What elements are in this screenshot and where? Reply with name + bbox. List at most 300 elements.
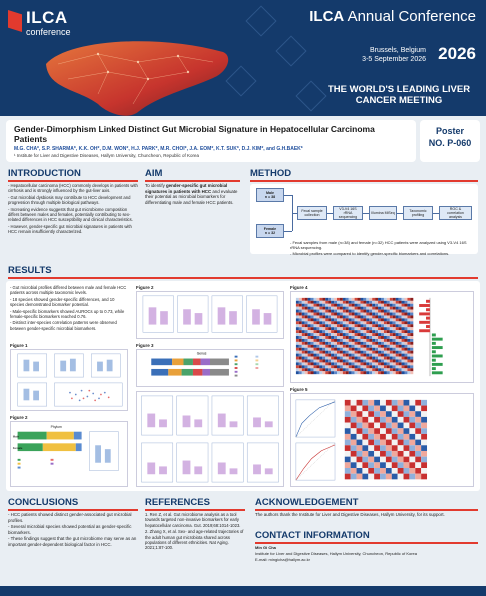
correlation-cell: [392, 423, 398, 429]
correlation-cell: [374, 440, 380, 446]
correlation-cell: [374, 434, 380, 440]
correlation-cell: [368, 474, 374, 480]
heatmap-cell: [358, 318, 361, 321]
heatmap-cell: [360, 348, 363, 351]
heatmap-cell: [369, 301, 372, 304]
correlation-cell: [398, 457, 404, 463]
heatmap-cell: [396, 324, 399, 327]
heatmap-cell: [328, 321, 331, 324]
correlation-cell: [374, 411, 380, 417]
correlation-cell: [386, 400, 392, 406]
correlation-cell: [362, 457, 368, 463]
aim-body: To identify gender-specific gut microbial signatures in patients with HCC and evaluate their potential as microbial biomarkers for differentiating male and female HCC patients.: [145, 183, 238, 205]
heatmap-cell: [311, 315, 314, 318]
heatmap-cell: [369, 327, 372, 330]
heatmap-cell: [296, 333, 299, 336]
heatmap-cell: [328, 336, 331, 339]
correlation-cell: [374, 417, 380, 423]
heatmap-cell: [319, 301, 322, 304]
heatmap-cell: [305, 342, 308, 345]
heatmap-cell: [360, 357, 363, 360]
heatmap-cell: [369, 357, 372, 360]
heatmap-cell: [331, 342, 334, 345]
heatmap-cell: [372, 368, 375, 371]
heatmap-cell: [328, 371, 331, 374]
heatmap-cell: [331, 365, 334, 368]
heatmap-cell: [369, 333, 372, 336]
heatmap-cell: [319, 348, 322, 351]
heatmap-cell: [308, 313, 311, 316]
heatmap-cell: [308, 368, 311, 371]
conference-location: Brussels, Belgium 3-5 September 2026: [362, 47, 426, 63]
heatmap-cell: [402, 368, 405, 371]
heatmap-cell: [363, 333, 366, 336]
heatmap-cell: [314, 371, 317, 374]
heatmap-cell: [390, 342, 393, 345]
heatmap-cell: [355, 330, 358, 333]
correlation-cell: [415, 440, 421, 446]
correlation-cell: [351, 428, 357, 434]
heatmap-cell: [352, 360, 355, 363]
heatmap-cell: [343, 310, 346, 313]
correlation-cell: [398, 400, 404, 406]
heatmap-cell: [399, 315, 402, 318]
heatmap-cell: [325, 336, 328, 339]
heatmap-cell: [410, 307, 413, 310]
heatmap-cell: [384, 357, 387, 360]
heatmap-cell: [311, 307, 314, 310]
heatmap-cell: [308, 327, 311, 330]
heatmap-cell: [375, 354, 378, 357]
heatmap-cell: [378, 348, 381, 351]
heatmap-cell: [366, 348, 369, 351]
heatmap-cell: [369, 315, 372, 318]
hex-decoration: [245, 5, 276, 36]
heatmap-cell: [346, 318, 349, 321]
heatmap-cell: [372, 345, 375, 348]
correlation-cell: [415, 474, 421, 480]
lda-bar: [432, 350, 436, 353]
heatmap-cell: [346, 324, 349, 327]
heatmap-cell: [375, 348, 378, 351]
heatmap-cell: [316, 313, 319, 316]
heatmap-cell: [334, 360, 337, 363]
heatmap-cell: [311, 327, 314, 330]
heatmap-cell: [369, 313, 372, 316]
heatmap-cell: [410, 348, 413, 351]
heatmap-cell: [319, 351, 322, 354]
heatmap-cell: [384, 362, 387, 365]
heatmap-cell: [369, 360, 372, 363]
acknowledgement-body: The authors thank the Institute for Liver and Digestive Diseases, Hallym University, for its support.: [255, 512, 445, 517]
heatmap-cell: [405, 342, 408, 345]
heatmap-cell: [407, 342, 410, 345]
figure-5-label: Figure 5: [290, 387, 308, 392]
heatmap-cell: [384, 318, 387, 321]
heatmap-cell: [340, 348, 343, 351]
correlation-cell: [404, 451, 410, 457]
heatmap-cell: [343, 313, 346, 316]
heatmap-cell: [363, 371, 366, 374]
heatmap-cell: [305, 351, 308, 354]
correlation-cell: [357, 445, 363, 451]
heatmap-cell: [393, 362, 396, 365]
footer-strip: [0, 586, 486, 596]
figure-3-label: Figure 3: [136, 343, 154, 348]
heatmap-cell: [358, 365, 361, 368]
heatmap-cell: [299, 324, 302, 327]
heatmap-cell: [319, 336, 322, 339]
heatmap-cell: [325, 324, 328, 327]
correlation-cell: [351, 406, 357, 412]
heatmap-cell: [305, 368, 308, 371]
heatmap-cell: [334, 345, 337, 348]
heatmap-cell: [349, 365, 352, 368]
heatmap-cell: [349, 371, 352, 374]
heatmap-cell: [311, 354, 314, 357]
correlation-cell: [398, 468, 404, 474]
heatmap-cell: [328, 324, 331, 327]
correlation-cell: [351, 423, 357, 429]
heatmap-cell: [305, 357, 308, 360]
heatmap-cell: [299, 333, 302, 336]
heatmap-cell: [360, 365, 363, 368]
heatmap-cell: [387, 336, 390, 339]
conference-tagline: THE WORLD'S LEADING LIVER CANCER MEETING: [327, 84, 471, 106]
heatmap-cell: [393, 345, 396, 348]
heatmap-cell: [372, 351, 375, 354]
heatmap-cell: [372, 307, 375, 310]
heatmap-cell: [405, 304, 408, 307]
heatmap-cell: [316, 324, 319, 327]
heatmap-cell: [316, 368, 319, 371]
heatmap-cell: [405, 318, 408, 321]
lda-bar: [432, 342, 436, 345]
heatmap-cell: [372, 327, 375, 330]
heatmap-cell: [334, 327, 337, 330]
female-group-box: Female n = 32: [256, 224, 284, 238]
heatmap-cell: [349, 304, 352, 307]
heatmap-cell: [366, 339, 369, 342]
heatmap-cell: [314, 315, 317, 318]
heatmap-cell: [378, 357, 381, 360]
heatmap-cell: [319, 307, 322, 310]
heatmap-cell: [360, 327, 363, 330]
heatmap-cell: [352, 298, 355, 301]
correlation-cell: [404, 462, 410, 468]
heatmap-cell: [346, 313, 349, 316]
heatmap-cell: [378, 304, 381, 307]
heatmap-cell: [334, 310, 337, 313]
heatmap-cell: [378, 321, 381, 324]
heatmap-cell: [305, 336, 308, 339]
heatmap-cell: [375, 318, 378, 321]
heatmap-cell: [358, 362, 361, 365]
heatmap-cell: [363, 315, 366, 318]
heatmap-cell: [331, 368, 334, 371]
heatmap-cell: [311, 365, 314, 368]
heatmap-cell: [319, 298, 322, 301]
heatmap-cell: [328, 333, 331, 336]
heatmap-cell: [378, 360, 381, 363]
correlation-cell: [421, 451, 427, 457]
heatmap-cell: [372, 298, 375, 301]
heatmap-cell: [381, 301, 384, 304]
heatmap-cell: [375, 333, 378, 336]
heatmap-cell: [381, 354, 384, 357]
heatmap-cell: [314, 351, 317, 354]
heatmap-cell: [393, 354, 396, 357]
heatmap-cell: [393, 315, 396, 318]
heatmap-cell: [402, 304, 405, 307]
heatmap-cell: [366, 298, 369, 301]
heatmap-cell: [340, 307, 343, 310]
heatmap-cell: [387, 321, 390, 324]
heatmap-cell: [331, 298, 334, 301]
heatmap-cell: [387, 298, 390, 301]
heatmap-cell: [343, 318, 346, 321]
heatmap-cell: [308, 307, 311, 310]
heatmap-cell: [349, 339, 352, 342]
heatmap-cell: [308, 365, 311, 368]
heatmap-cell: [375, 345, 378, 348]
heatmap-cell: [340, 362, 343, 365]
correlation-cell: [398, 445, 404, 451]
heatmap-cell: [302, 354, 305, 357]
heatmap-cell: [410, 362, 413, 365]
correlation-cell: [415, 434, 421, 440]
heatmap-cell: [349, 301, 352, 304]
heatmap-cell: [393, 307, 396, 310]
heatmap-cell: [399, 304, 402, 307]
correlation-cell: [357, 462, 363, 468]
heatmap-cell: [314, 333, 317, 336]
heatmap-cell: [331, 357, 334, 360]
lda-bar: [426, 300, 430, 303]
heatmap-cell: [390, 327, 393, 330]
heatmap-cell: [410, 371, 413, 374]
heatmap-cell: [358, 336, 361, 339]
correlation-cell: [380, 434, 386, 440]
heatmap-cell: [325, 368, 328, 371]
heatmap-cell: [299, 327, 302, 330]
heatmap-cell: [396, 345, 399, 348]
correlation-cell: [421, 474, 427, 480]
heatmap-cell: [399, 357, 402, 360]
heatmap-cell: [366, 362, 369, 365]
heatmap-cell: [407, 348, 410, 351]
lda-bar: [432, 359, 436, 362]
correlation-cell: [392, 440, 398, 446]
heatmap-cell: [407, 315, 410, 318]
heatmap-cell: [384, 301, 387, 304]
heatmap-cell: [405, 301, 408, 304]
heatmap-cell: [387, 365, 390, 368]
heatmap-cell: [349, 321, 352, 324]
heatmap-cell: [360, 330, 363, 333]
heatmap-cell: [302, 313, 305, 316]
heatmap-cell: [390, 365, 393, 368]
heatmap-cell: [346, 301, 349, 304]
correlation-cell: [351, 451, 357, 457]
heatmap-cell: [396, 357, 399, 360]
heatmap-cell: [384, 327, 387, 330]
heatmap-cell: [308, 324, 311, 327]
heatmap-cell: [360, 298, 363, 301]
heatmap-cell: [396, 318, 399, 321]
heatmap-cell: [319, 313, 322, 316]
heatmap-cell: [340, 298, 343, 301]
heatmap-cell: [384, 313, 387, 316]
heatmap-cell: [375, 307, 378, 310]
heatmap-cell: [378, 330, 381, 333]
heatmap-cell: [369, 371, 372, 374]
correlation-cell: [409, 451, 415, 457]
heatmap-cell: [399, 321, 402, 324]
heatmap-cell: [296, 371, 299, 374]
heatmap-cell: [399, 348, 402, 351]
correlation-cell: [368, 434, 374, 440]
heatmap-cell: [366, 324, 369, 327]
heatmap-cell: [384, 310, 387, 313]
heatmap-cell: [402, 318, 405, 321]
correlation-cell: [374, 445, 380, 451]
heatmap-cell: [405, 357, 408, 360]
correlation-cell: [421, 468, 427, 474]
heatmap-cell: [299, 354, 302, 357]
heatmap-cell: [355, 354, 358, 357]
correlation-cell: [357, 451, 363, 457]
heatmap-cell: [319, 365, 322, 368]
heatmap-cell: [360, 360, 363, 363]
heatmap-cell: [390, 310, 393, 313]
heatmap-cell: [372, 365, 375, 368]
figure-3-genus-title: Genus: [196, 351, 207, 356]
heatmap-cell: [387, 360, 390, 363]
heatmap-cell: [314, 313, 317, 316]
heatmap-cell: [393, 339, 396, 342]
heatmap-cell: [393, 357, 396, 360]
heatmap-cell: [334, 330, 337, 333]
heatmap-cell: [302, 315, 305, 318]
correlation-cell: [392, 457, 398, 463]
heatmap-cell: [393, 330, 396, 333]
heatmap-cell: [305, 324, 308, 327]
heatmap-cell: [407, 354, 410, 357]
heatmap-cell: [393, 368, 396, 371]
heatmap-cell: [355, 315, 358, 318]
heatmap-cell: [358, 310, 361, 313]
heatmap-cell: [375, 301, 378, 304]
correlation-cell: [362, 417, 368, 423]
heatmap-cell: [349, 307, 352, 310]
heatmap-cell: [328, 310, 331, 313]
heatmap-cell: [407, 371, 410, 374]
heatmap-cell: [405, 321, 408, 324]
heatmap-cell: [299, 360, 302, 363]
correlation-cell: [357, 417, 363, 423]
results-heading: RESULTS: [8, 265, 52, 276]
heatmap-cell: [402, 354, 405, 357]
heatmap-cell: [387, 362, 390, 365]
heatmap-cell: [390, 307, 393, 310]
figure-3-label-top: Figure 2: [136, 285, 154, 290]
heatmap-cell: [337, 371, 340, 374]
heatmap-cell: [387, 330, 390, 333]
logo-name: ILCA: [26, 8, 68, 27]
heatmap-cell: [302, 304, 305, 307]
correlation-cell: [380, 440, 386, 446]
heatmap-cell: [325, 345, 328, 348]
correlation-cell: [392, 434, 398, 440]
heatmap-cell: [314, 301, 317, 304]
heatmap-cell: [343, 333, 346, 336]
correlation-cell: [380, 451, 386, 457]
lda-bar: [419, 329, 430, 332]
heatmap-cell: [305, 315, 308, 318]
heatmap-cell: [384, 351, 387, 354]
heatmap-cell: [325, 307, 328, 310]
heatmap-cell: [322, 324, 325, 327]
heatmap-cell: [410, 327, 413, 330]
heatmap-cell: [355, 360, 358, 363]
heatmap-cell: [402, 339, 405, 342]
heatmap-cell: [381, 324, 384, 327]
heatmap-cell: [311, 310, 314, 313]
heatmap-cell: [346, 362, 349, 365]
results-panel: [6, 281, 480, 491]
heatmap-cell: [358, 360, 361, 363]
heatmap-cell: [346, 348, 349, 351]
heatmap-cell: [314, 339, 317, 342]
heatmap-cell: [346, 298, 349, 301]
heatmap-cell: [305, 318, 308, 321]
heatmap-cell: [381, 351, 384, 354]
heatmap-cell: [311, 298, 314, 301]
heatmap-cell: [399, 371, 402, 374]
heatmap-cell: [334, 304, 337, 307]
heatmap-cell: [384, 324, 387, 327]
heatmap-cell: [372, 362, 375, 365]
heatmap-cell: [405, 298, 408, 301]
heatmap-cell: [316, 351, 319, 354]
heatmap-cell: [302, 339, 305, 342]
heatmap-cell: [349, 362, 352, 365]
heatmap-cell: [405, 339, 408, 342]
hex-decoration: [275, 35, 306, 66]
heatmap-cell: [387, 327, 390, 330]
heatmap-cell: [334, 342, 337, 345]
heatmap-cell: [316, 321, 319, 324]
heatmap-cell: [378, 307, 381, 310]
heatmap-cell: [387, 357, 390, 360]
heatmap-cell: [393, 371, 396, 374]
heatmap-cell: [372, 310, 375, 313]
heatmap-cell: [381, 345, 384, 348]
heatmap-cell: [340, 351, 343, 354]
heatmap-cell: [399, 310, 402, 313]
heatmap-cell: [396, 368, 399, 371]
correlation-cell: [386, 468, 392, 474]
heatmap-cell: [396, 333, 399, 336]
flow-arrow: [284, 231, 292, 232]
heatmap-cell: [334, 301, 337, 304]
heatmap-cell: [355, 318, 358, 321]
heatmap-cell: [407, 351, 410, 354]
heatmap-cell: [363, 330, 366, 333]
heatmap-cell: [375, 313, 378, 316]
correlation-cell: [368, 417, 374, 423]
